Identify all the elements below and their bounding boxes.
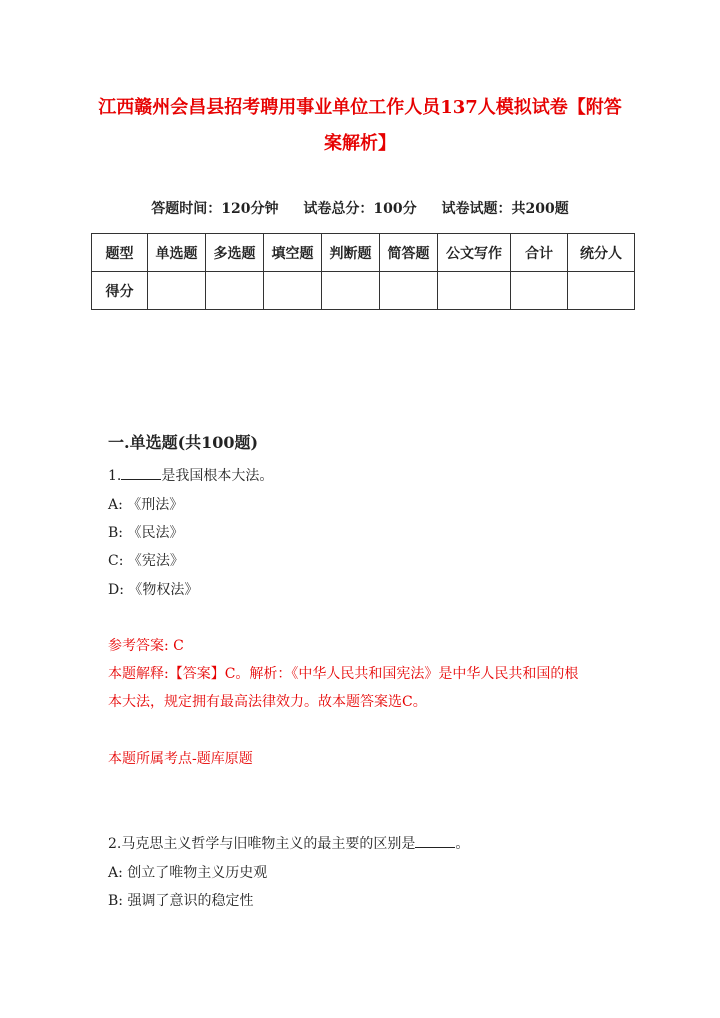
question-1-option-d: D: 《物权法》 — [108, 582, 199, 598]
score-table-header-cell: 题型 — [92, 234, 148, 272]
score-cell — [568, 272, 635, 310]
question-1-explanation-line-1: 本题解释:【答案】C。解析：《中华人民共和国宪法》是中华人民共和国的根 — [108, 666, 579, 682]
question-2-stem-start: 2.马克思主义哲学与旧唯物主义的最主要的区别是 — [108, 836, 416, 852]
score-cell — [511, 272, 568, 310]
score-cell — [206, 272, 264, 310]
exam-meta — [90, 198, 630, 218]
score-row-label: 得分 — [92, 272, 148, 310]
question-1-option-a: A: 《刑法》 — [108, 497, 184, 513]
exam-question-count: 试卷试题：共200题 — [441, 201, 569, 217]
exam-title-line-1: 江西赣州会昌县招考聘用事业单位工作人员137人模拟试卷【附答 — [98, 97, 622, 118]
exam-time: 答题时间：120分钟 — [151, 201, 279, 217]
score-table-header-cell: 单选题 — [148, 234, 206, 272]
score-table-header-cell: 判断题 — [322, 234, 380, 272]
question-1-source: 本题所属考点-题库原题 — [108, 751, 253, 767]
score-table-score-row — [92, 272, 635, 310]
score-table-header-cell: 统分人 — [568, 234, 635, 272]
answer-blank — [415, 835, 455, 848]
score-cell — [322, 272, 380, 310]
score-table-header-cell: 合计 — [511, 234, 568, 272]
question-1-explanation-line-2: 本大法，规定拥有最高法律效力。故本题答案选C。 — [108, 694, 427, 710]
section-title: 一.单选题(共100题) — [108, 433, 259, 452]
score-table-header-cell: 简答题 — [380, 234, 438, 272]
question-1-stem-end: 是我国根本大法。 — [161, 468, 274, 484]
answer-blank — [121, 467, 161, 480]
exam-total-score: 试卷总分：100分 — [303, 201, 417, 217]
score-cell — [438, 272, 511, 310]
question-1-answer: 参考答案: C — [108, 638, 184, 654]
exam-title-line-2: 案解析】 — [324, 133, 396, 154]
score-cell — [380, 272, 438, 310]
question-1-option-b: B: 《民法》 — [108, 525, 184, 541]
score-cell — [264, 272, 322, 310]
score-table-header-row — [92, 234, 635, 272]
score-table — [91, 233, 635, 310]
question-2-stem-end: 。 — [455, 836, 470, 852]
question-1-option-c: C: 《宪法》 — [108, 553, 184, 569]
question-1-stem-start: 1. — [108, 468, 122, 484]
score-cell — [148, 272, 206, 310]
question-1-stem — [108, 465, 273, 485]
question-2-stem — [108, 833, 469, 853]
question-2-option-a: A: 创立了唯物主义历史观 — [108, 865, 268, 881]
score-table-header-cell: 多选题 — [206, 234, 264, 272]
question-2-option-b: B: 强调了意识的稳定性 — [108, 893, 254, 909]
score-table-header-cell: 公文写作 — [438, 234, 511, 272]
score-table-header-cell: 填空题 — [264, 234, 322, 272]
